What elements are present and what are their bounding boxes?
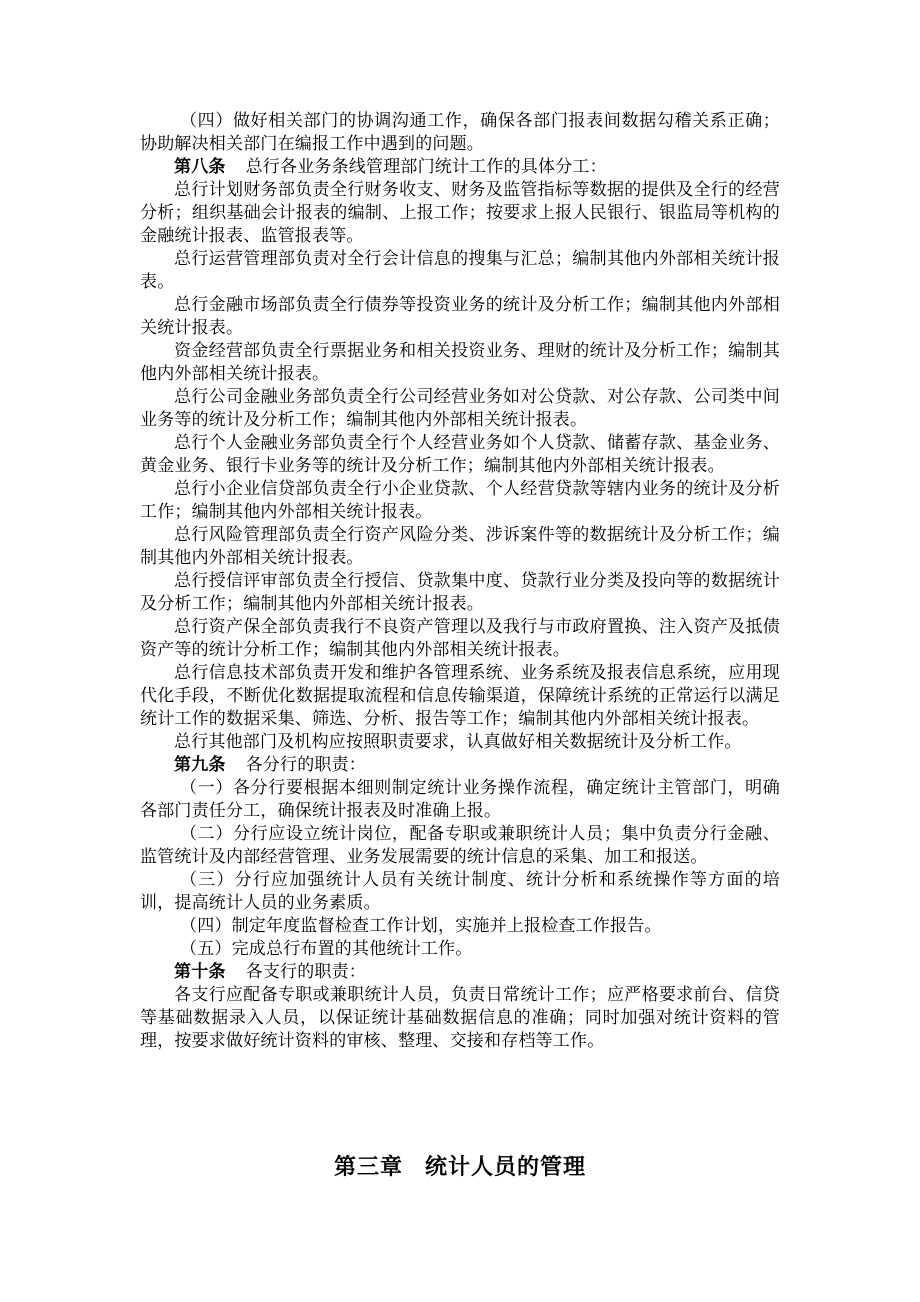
article-8-label: 第八条 [174,157,226,177]
article-8-paragraph-risk: 总行风险管理部负责全行资产风险分类、涉诉案件等的数据统计及分析工作；编制其他内外部相关统计报表。 [140,525,780,568]
article-10-label: 第十条 [174,962,226,982]
article-8-paragraph-credit-review: 总行授信评审部负责全行授信、贷款集中度、贷款行业分类及投向等的数据统计及分析工作；编制其他内外部相关统计报表。 [140,571,780,614]
article-8-paragraph-asset-preservation: 总行资产保全部负责我行不良资产管理以及我行与市政府置换、注入资产及抵债资产等的统计分析工作；编制其他内外部相关统计报表。 [140,617,780,660]
article-9-label: 第九条 [174,755,226,775]
article-9-item-1: （一）各分行要根据本细则制定统计业务操作流程，确定统计主管部门，明确各部门责任分工，确保统计报表及时准确上报。 [140,778,780,821]
article-10-title: 各支行的职责： [245,962,367,982]
document-body [140,110,780,1053]
article-8-title: 总行各业务条线管理部门统计工作的具体分工： [245,157,607,177]
article-9-item-3: （三）分行应加强统计人员有关统计制度、统计分析和系统操作等方面的培训，提高统计人员的业务素质。 [140,870,780,913]
article-9-heading [140,754,780,777]
article-10-paragraph: 各支行应配备专职或兼职统计人员，负责日常统计工作；应严格要求前台、信贷等基础数据录入人员，以保证统计基础数据信息的准确；同时加强对统计资料的管理，按要求做好统计资料的审核、整理、交接和存档等工作。 [140,985,780,1051]
article-8-paragraph-it: 总行信息技术部负责开发和维护各管理系统、业务系统及报表信息系统，应用现代化手段，不断优化数据提取流程和信息传输渠道，保障统计系统的正常运行以满足统计工作的数据采集、筛选、分析、报告等工作；编制其他内外部相关统计报表。 [140,663,780,729]
article-8-paragraph-treasury: 资金经营部负责全行票据业务和相关投资业务、理财的统计及分析工作；编制其他内外部相关统计报表。 [140,341,780,384]
chapter-number: 第三章 [333,1155,403,1180]
article-8-paragraph-corporate-banking: 总行公司金融业务部负责全行公司经营业务如对公贷款、对公存款、公司类中间业务等的统计及分析工作；编制其他内外部相关统计报表。 [140,387,780,430]
article-9-item-5: （五）完成总行布置的其他统计工作。 [180,939,473,959]
article-8-paragraph-others: 总行其他部门及机构应按照职责要求，认真做好相关数据统计及分析工作。 [174,732,742,752]
article-8-paragraph-finance: 总行计划财务部负责全行财务收支、财务及监管指标等数据的提供及全行的经营分析；组织基础会计报表的编制、上报工作；按要求上报人民银行、银监局等机构的金融统计报表、监管报表等。 [140,180,780,246]
item-4-coordination: （四）做好相关部门的协调沟通工作，确保各部门报表间数据勾稽关系正确；协助解决相关部门在编报工作中遇到的问题。 [140,111,780,154]
article-10-heading [140,961,780,984]
article-8-paragraph-operations: 总行运营管理部负责对全行会计信息的搜集与汇总；编制其他内外部相关统计报表。 [140,249,780,292]
article-9-item-4: （四）制定年度监督检查工作计划，实施并上报检查工作报告。 [180,916,662,936]
article-8-paragraph-retail-banking: 总行个人金融业务部负责全行个人经营业务如个人贷款、储蓄存款、基金业务、黄金业务、银行卡业务等的统计及分析工作；编制其他内外部相关统计报表。 [140,433,780,476]
article-8-paragraph-financial-markets: 总行金融市场部负责全行债券等投资业务的统计及分析工作；编制其他内外部相关统计报表。 [140,295,780,338]
chapter-heading [0,1150,920,1181]
article-9-item-2: （二）分行应设立统计岗位，配备专职或兼职统计人员；集中负责分行金融、监管统计及内部经营管理、业务发展需要的统计信息的采集、加工和报送。 [140,824,780,867]
article-9-title: 各分行的职责： [245,755,367,775]
article-8-paragraph-small-business: 总行小企业信贷部负责全行小企业贷款、个人经营贷款等辖内业务的统计及分析工作；编制其他内外部相关统计报表。 [140,479,780,522]
article-8-heading [140,156,780,179]
chapter-title: 统计人员的管理 [425,1155,587,1180]
